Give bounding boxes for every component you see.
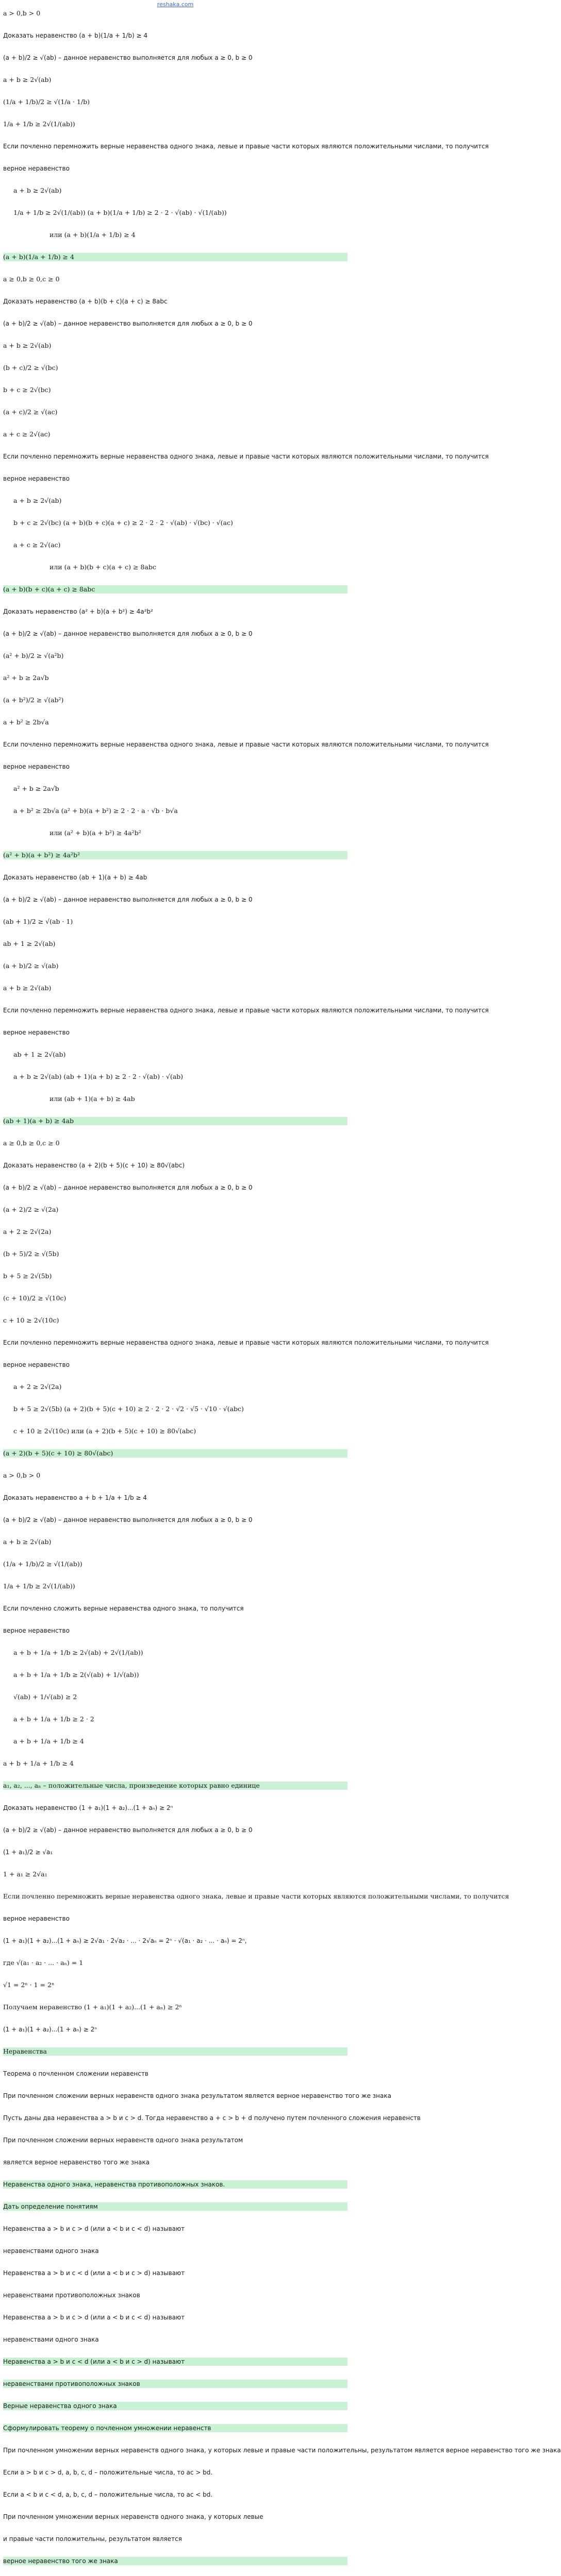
- line-gap: [3, 1081, 348, 1095]
- line-gap: [3, 106, 348, 120]
- text-line: (b + 5)/2 ≥ √(5b): [3, 1250, 59, 1258]
- line-gap: [3, 306, 348, 319]
- text-line: Неравенства: [3, 2047, 348, 2056]
- line-gap: [3, 749, 348, 762]
- text-line: Верные неравенства одного знака: [3, 2402, 348, 2410]
- text-line: a + b + 1/a + 1/b ≥ 2 · 2: [13, 1715, 94, 1723]
- text-line: a > 0,b > 0: [3, 9, 41, 17]
- text-line: a > 0,b > 0: [3, 1471, 41, 1479]
- text-line: Если почленно перемножить верные неравенства одного знака, левые и правые части которых являются положительными числами, то получится: [3, 741, 489, 748]
- text-line: где √(a₁ · a₂ · ... · aₙ) = 1: [3, 1959, 84, 1967]
- text-line: a + b + 1/a + 1/b ≥ 2√(ab) + 2√(1/(ab)): [13, 1649, 143, 1656]
- line-gap: [3, 239, 348, 253]
- line-gap: [3, 150, 348, 164]
- line-gap: [3, 1546, 348, 1560]
- document-body: [0, 9, 561, 2576]
- line-gap: [3, 40, 348, 54]
- text-line: a + b² ≥ 2b√a (a² + b)(a + b²) ≥ 2 · 2 · a · √b · b√a: [13, 807, 178, 815]
- text-line: Сформулировать теорему о почленном умножении неравенств: [3, 2424, 348, 2432]
- text-line: верное неравенство: [3, 1361, 70, 1368]
- text-line: b + c ≥ 2√(bc) (a + b)(b + c)(a + c) ≥ 2 · 2 · 2 · √(ab) · √(bc) · √(ac): [13, 519, 233, 527]
- line-gap: [3, 394, 348, 408]
- text-line: b + 5 ≥ 2√(5b) (a + 2)(b + 5)(c + 10) ≥ 2 · 2 · 2 · √2 · √5 · √10 · √(abc): [13, 1405, 244, 1413]
- line-gap: [3, 2033, 348, 2047]
- text-line: верное неравенство: [3, 475, 70, 482]
- line-gap: [3, 1480, 348, 1494]
- line-gap: [3, 1945, 348, 1959]
- line-gap: [3, 859, 348, 873]
- line-gap: [3, 1901, 348, 1914]
- text-line: (a + b)/2 ≥ √(ab) – данное неравенство выполняется для любых a ≥ 0, b ≥ 0: [3, 630, 253, 637]
- line-gap: [3, 416, 348, 430]
- line-gap: [3, 62, 348, 76]
- text-line: a + 2 ≥ 2√(2a): [3, 1228, 52, 1235]
- text-line: верное неравенство: [3, 165, 70, 172]
- line-gap: [3, 1214, 348, 1228]
- text-line: (1/a + 1/b)/2 ≥ √(1/(ab)): [3, 1560, 82, 1568]
- line-gap: [3, 2078, 348, 2092]
- line-gap: [3, 1192, 348, 1206]
- text-line: √1 = 2ⁿ · 1 = 2ⁿ: [3, 1981, 55, 1989]
- line-gap: [3, 328, 348, 342]
- text-line: a + b ≥ 2√(ab): [3, 984, 52, 992]
- text-line: a + b + 1/a + 1/b ≥ 4: [13, 1737, 84, 1745]
- line-gap: [3, 1170, 348, 1183]
- line-gap: [3, 1768, 348, 1782]
- text-line: c + 10 ≥ 2√(10c) или (a + 2)(b + 5)(c + 10) ≥ 80√(abc): [13, 1427, 196, 1435]
- text-line: Доказать неравенство (a + b)(b + c)(a + c) ≥ 8abc: [3, 298, 168, 305]
- text-line: неравенствами противоположных знаков: [3, 2292, 140, 2299]
- line-gap: [3, 704, 348, 718]
- line-gap: [3, 1059, 348, 1073]
- text-line: Неравенства a > b и c < d (или a < b и c > d) называют: [3, 2358, 348, 2366]
- line-gap: [3, 1502, 348, 1516]
- line-gap: [3, 438, 348, 452]
- line-gap: [3, 2056, 348, 2070]
- line-gap: [3, 726, 348, 740]
- text-line: является верное неравенство того же знака: [3, 2159, 150, 2166]
- text-line: b + c ≥ 2√(bc): [3, 386, 51, 394]
- text-line: 1/a + 1/b ≥ 2√(1/(ab)): [3, 120, 75, 128]
- text-line: a + b ≥ 2√(ab): [13, 187, 62, 194]
- line-gap: [3, 1413, 348, 1427]
- line-gap: [3, 195, 348, 209]
- text-line: верное неравенство того же знака: [3, 2557, 348, 2565]
- line-gap: [3, 2166, 348, 2180]
- text-line: a + b² ≥ 2b√a: [3, 718, 49, 726]
- text-line: верное неравенство: [3, 1915, 70, 1922]
- text-line: (a + b)/2 ≥ √(ab) – данное неравенство выполняется для любых a ≥ 0, b ≥ 0: [3, 1826, 253, 1834]
- text-line: верное неравенство: [3, 1029, 70, 1036]
- line-gap: [3, 2432, 348, 2446]
- text-line: (a² + b)(a + b²) ≥ 4a²b²: [3, 851, 348, 859]
- line-gap: [3, 2477, 348, 2490]
- line-gap: [3, 926, 348, 940]
- text-line: Неравенства a > b и c < d (или a < b и c > d) называют: [3, 2269, 185, 2277]
- text-line: неравенствами одного знака: [3, 2336, 99, 2343]
- text-line: a + 2 ≥ 2√(2a): [13, 1383, 62, 1391]
- line-gap: [3, 2277, 348, 2291]
- line-gap: [3, 837, 348, 851]
- line-gap: [3, 1590, 348, 1604]
- line-gap: [3, 793, 348, 807]
- text-line: (a + b)/2 ≥ √(ab) – данное неравенство выполняется для любых a ≥ 0, b ≥ 0: [3, 54, 253, 61]
- line-gap: [3, 217, 348, 231]
- line-gap: [3, 1147, 348, 1161]
- line-gap: [3, 1790, 348, 1804]
- line-gap: [3, 1701, 348, 1715]
- text-line: (a + b)/2 ≥ √(ab) – данное неравенство выполняется для любых a ≥ 0, b ≥ 0: [3, 896, 253, 903]
- text-line: √(ab) + 1/√(ab) ≥ 2: [13, 1693, 77, 1701]
- line-gap: [3, 1236, 348, 1250]
- text-line: Доказать неравенство (a + 2)(b + 5)(c + 10) ≥ 80√(abc): [3, 1162, 185, 1169]
- text-line: (1 + a₁)/2 ≥ √a₁: [3, 1849, 53, 1856]
- line-gap: [3, 2543, 348, 2557]
- text-line: (b + c)/2 ≥ √(bc): [3, 364, 58, 371]
- line-gap: [3, 1745, 348, 1759]
- line-gap: [3, 2565, 348, 2576]
- text-line: Если a > b и c > d, a, b, c, d – положительные числа, то ac > bd.: [3, 2469, 213, 2476]
- text-line: или (a² + b)(a + b²) ≥ 4a²b²: [50, 829, 141, 837]
- text-line: a + b + 1/a + 1/b ≥ 2(√(ab) + 1/√(ab)): [13, 1671, 139, 1679]
- text-line: (a + b)(1/a + 1/b) ≥ 4: [3, 253, 348, 261]
- text-line: Если a < b и c < d, a, b, c, d – положительные числа, то ac < bd.: [3, 2491, 213, 2498]
- text-line: (a + b)/2 ≥ √(ab): [3, 962, 59, 970]
- text-line: c + 10 ≥ 2√(10c): [3, 1316, 59, 1324]
- line-gap: [3, 18, 348, 31]
- line-gap: [3, 948, 348, 962]
- text-line: ab + 1 ≥ 2√(ab): [13, 1050, 66, 1058]
- line-gap: [3, 2344, 348, 2358]
- line-gap: [3, 1014, 348, 1028]
- line-gap: [3, 505, 348, 519]
- text-line: или (a + b)(b + c)(a + c) ≥ 8abc: [50, 563, 156, 571]
- line-gap: [3, 2211, 348, 2225]
- text-line: (1 + a₁)(1 + a₂)...(1 + aₙ) ≥ 2√a₁ · 2√a₂ · ... · 2√aₙ = 2ⁿ · √(a₁ · a₂ · ... · aₙ) = 2ⁿ,: [3, 1937, 247, 1944]
- line-gap: [3, 815, 348, 829]
- line-gap: [3, 461, 348, 474]
- text-line: a + c ≥ 2√(ac): [3, 430, 51, 438]
- text-line: (1/a + 1/b)/2 ≥ √(1/a · 1/b): [3, 98, 90, 106]
- text-line: a + b ≥ 2√(ab): [3, 1538, 52, 1546]
- line-gap: [3, 1258, 348, 1272]
- text-line: 1 + a₁ ≥ 2√a₁: [3, 1870, 47, 1878]
- site-header-link[interactable]: reshaka.com: [157, 1, 194, 8]
- text-line: (a + c)/2 ≥ √(ac): [3, 408, 58, 416]
- text-line: неравенствами одного знака: [3, 2247, 99, 2255]
- line-gap: [3, 549, 348, 563]
- text-line: Если почленно перемножить верные неравенства одного знака, левые и правые части которых являются положительными числами, то получится: [3, 1339, 489, 1346]
- text-line: Если почленно перемножить верные неравенства одного знака, левые и правые части которых являются положительными числами, то получится: [3, 1007, 489, 1014]
- line-gap: [3, 1391, 348, 1405]
- text-line: (1 + a₁)(1 + a₂)...(1 + aₙ) ≥ 2ⁿ: [3, 2026, 97, 2033]
- line-gap: [3, 1657, 348, 1671]
- text-line: (ab + 1)(a + b) ≥ 4ab: [3, 1117, 348, 1125]
- text-line: Доказать неравенство (a² + b)(a + b²) ≥ 4a²b²: [3, 608, 153, 615]
- text-line: (a + b)/2 ≥ √(ab) – данное неравенство выполняется для любых a ≥ 0, b ≥ 0: [3, 1516, 253, 1523]
- line-gap: [3, 992, 348, 1006]
- line-gap: [3, 1458, 348, 1471]
- text-line: (a + 2)/2 ≥ √(2a): [3, 1206, 59, 1213]
- line-gap: [3, 1369, 348, 1383]
- line-gap: [3, 261, 348, 275]
- line-gap: [3, 2521, 348, 2535]
- text-line: (a + b)/2 ≥ √(ab) – данное неравенство выполняется для любых a ≥ 0, b ≥ 0: [3, 1184, 253, 1191]
- text-line: (ab + 1)/2 ≥ √(ab · 1): [3, 918, 73, 925]
- line-gap: [3, 372, 348, 386]
- line-gap: [3, 2321, 348, 2335]
- text-line: 1/a + 1/b ≥ 2√(1/(ab)) (a + b)(1/a + 1/b) ≥ 2 · 2 · √(ab) · √(1/(ab)): [13, 209, 227, 216]
- line-gap: [3, 904, 348, 918]
- line-gap: [3, 2410, 348, 2424]
- text-line: При почленном умножении верных неравенств одного знака, у которых левые и правые части положительны, результатом является верное неравенство того же знака: [3, 2447, 561, 2454]
- line-gap: [3, 1613, 348, 1626]
- line-gap: [3, 1524, 348, 1538]
- text-line: и правые части положительны, результатом является: [3, 2535, 182, 2543]
- line-gap: [3, 1989, 348, 2003]
- text-line: a + b ≥ 2√(ab): [3, 342, 52, 349]
- text-line: Доказать неравенство (1 + a₁)(1 + a₂)...(1 + aₙ) ≥ 2ⁿ: [3, 1804, 173, 1811]
- line-gap: [3, 2366, 348, 2380]
- text-line: Доказать неравенство (a + b)(1/a + 1/b) ≥ 4: [3, 32, 147, 39]
- text-line: Пусть даны два неравенства a > b и c > d. Тогда неравенство a + c > b + d получено путем почленного сложения неравенств: [3, 2114, 421, 2122]
- text-line: Неравенства a > b и c > d (или a < b и c < d) называют: [3, 2314, 185, 2321]
- line-gap: [3, 594, 348, 607]
- line-gap: [3, 1280, 348, 1294]
- text-line: Если почленно сложить верные неравенства одного знака, то получится: [3, 1605, 244, 1612]
- text-line: a + b ≥ 2√(ab) (ab + 1)(a + b) ≥ 2 · 2 · √(ab) · √(ab): [13, 1073, 184, 1080]
- line-gap: [3, 1723, 348, 1737]
- line-gap: [3, 527, 348, 541]
- text-line: (a² + b)/2 ≥ √(a²b): [3, 652, 64, 659]
- line-gap: [3, 2388, 348, 2402]
- text-line: или (ab + 1)(a + b) ≥ 4ab: [50, 1095, 135, 1103]
- line-gap: [3, 1679, 348, 1693]
- text-line: Неравенства a > b и c > d (или a < b и c < d) называют: [3, 2225, 185, 2232]
- line-gap: [3, 173, 348, 187]
- text-line: a² + b ≥ 2a√b: [13, 785, 59, 792]
- text-line: Доказать неравенство a + b + 1/a + 1/b ≥ 4: [3, 1494, 147, 1501]
- text-line: Дать определение понятиям: [3, 2202, 348, 2211]
- line-gap: [3, 1302, 348, 1316]
- line-gap: [3, 2189, 348, 2202]
- line-gap: [3, 2299, 348, 2313]
- text-line: Если почленно перемножить верные неравенства одного знака, левые и правые части которых являются положительными числами, то получится: [3, 143, 489, 150]
- line-gap: [3, 283, 348, 297]
- text-line: верное неравенство: [3, 763, 70, 770]
- line-gap: [3, 1967, 348, 1981]
- line-gap: [3, 771, 348, 785]
- line-gap: [3, 660, 348, 674]
- line-gap: [3, 571, 348, 585]
- text-line: Получаем неравенство (1 + a₁)(1 + a₂)...(1 + aₙ) ≥ 2ⁿ: [3, 2003, 182, 2011]
- line-gap: [3, 1635, 348, 1649]
- text-line: Неравенства одного знака, неравенства противоположных знаков.: [3, 2180, 348, 2189]
- line-gap: [3, 1812, 348, 1826]
- line-gap: [3, 616, 348, 630]
- text-line: (c + 10)/2 ≥ √(10c): [3, 1294, 67, 1302]
- line-gap: [3, 1347, 348, 1361]
- text-line: При почленном умножении верных неравенств одного знака, у которых левые: [3, 2513, 263, 2520]
- line-gap: [3, 638, 348, 652]
- line-gap: [3, 1435, 348, 1449]
- line-gap: [3, 2499, 348, 2513]
- line-gap: [3, 882, 348, 895]
- text-line: a₁, a₂, ..., aₙ – положительные числа, произведение которых равно единице: [3, 1782, 348, 1790]
- line-gap: [3, 682, 348, 696]
- text-line: 1/a + 1/b ≥ 2√(1/(ab)): [3, 1582, 75, 1590]
- line-gap: [3, 1325, 348, 1338]
- text-line: a + c ≥ 2√(ac): [13, 541, 61, 549]
- text-line: Теорема о почленном сложении неравенств: [3, 2070, 148, 2077]
- text-line: a + b + 1/a + 1/b ≥ 4: [3, 1759, 74, 1767]
- text-line: верное неравенство: [3, 1627, 70, 1634]
- text-line: a + b ≥ 2√(ab): [3, 76, 52, 83]
- line-gap: [3, 128, 348, 142]
- text-line: a + b ≥ 2√(ab): [13, 497, 62, 504]
- line-gap: [3, 2233, 348, 2247]
- text-line: (a + 2)(b + 5)(c + 10) ≥ 80√(abc): [3, 1449, 348, 1458]
- line-gap: [3, 1834, 348, 1848]
- text-line: (a + b²)/2 ≥ √(ab²): [3, 696, 64, 704]
- line-gap: [3, 1103, 348, 1117]
- text-line: (a + b)(b + c)(a + c) ≥ 8abc: [3, 585, 348, 594]
- line-gap: [3, 84, 348, 98]
- line-gap: [3, 1125, 348, 1139]
- text-line: (a + b)/2 ≥ √(ab) – данное неравенство выполняется для любых a ≥ 0, b ≥ 0: [3, 320, 253, 327]
- text-line: a ≥ 0,b ≥ 0,c ≥ 0: [3, 1139, 60, 1147]
- line-gap: [3, 350, 348, 364]
- line-gap: [3, 2100, 348, 2114]
- line-gap: [3, 2011, 348, 2025]
- text-line: a² + b ≥ 2a√b: [3, 674, 49, 682]
- text-line: a ≥ 0,b ≥ 0,c ≥ 0: [3, 275, 60, 283]
- text-line: неравенствами противоположных знаков: [3, 2380, 348, 2388]
- line-gap: [3, 1878, 348, 1892]
- line-gap: [3, 1568, 348, 1582]
- line-gap: [3, 2122, 348, 2136]
- line-gap: [3, 483, 348, 497]
- text-line: Если почленно перемножить верные неравенства одного знака, левые и правые части которых являются положительными числами, то получится: [3, 1892, 509, 1900]
- line-gap: [3, 970, 348, 984]
- line-gap: [3, 2144, 348, 2158]
- line-gap: [3, 1923, 348, 1937]
- line-gap: [3, 2255, 348, 2269]
- text-line: При почленном сложении верных неравенств одного знака результатом: [3, 2137, 243, 2144]
- line-gap: [3, 1856, 348, 1870]
- text-line: ab + 1 ≥ 2√(ab): [3, 940, 56, 947]
- line-gap: [3, 1037, 348, 1050]
- line-gap: [3, 2454, 348, 2468]
- text-line: При почленном сложении верных неравенств одного знака результатом является верное неравенство того же знака: [3, 2092, 391, 2099]
- text-line: Если почленно перемножить верные неравенства одного знака, левые и правые части которых являются положительными числами, то получится: [3, 453, 489, 460]
- text-line: Доказать неравенство (ab + 1)(a + b) ≥ 4ab: [3, 874, 147, 881]
- text-line: b + 5 ≥ 2√(5b): [3, 1272, 52, 1280]
- text-line: или (a + b)(1/a + 1/b) ≥ 4: [50, 231, 136, 239]
